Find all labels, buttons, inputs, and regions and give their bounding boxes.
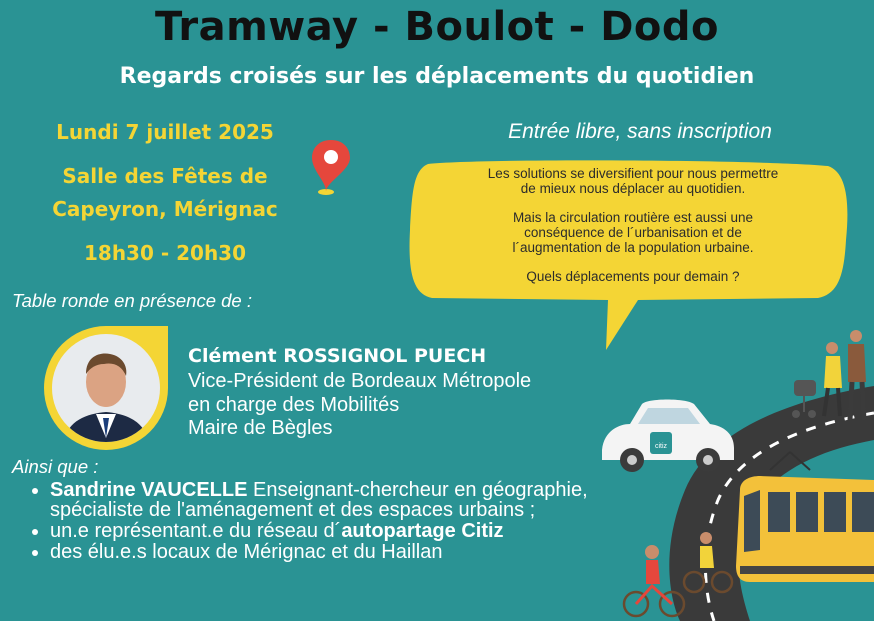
speaker-role-1: Vice-Président de Bordeaux Métropole bbox=[188, 370, 532, 392]
venue-line-1: Salle des Fêtes de bbox=[62, 164, 268, 188]
guest-highlight: autopartage Citiz bbox=[341, 520, 504, 542]
bubble-p1-line2: de mieux nous déplacer au quotidien. bbox=[520, 181, 746, 196]
page-title: Tramway - Boulot - Dodo bbox=[154, 4, 720, 50]
bubble-p1-line1: Les solutions se diversifient pour nous permettre bbox=[487, 166, 779, 181]
roundtable-intro: Table ronde en présence de : bbox=[12, 290, 252, 311]
event-date: Lundi 7 juillet 2025 bbox=[56, 120, 274, 144]
guest-item bbox=[50, 480, 650, 520]
guests-list bbox=[28, 480, 650, 563]
bubble-paragraph-1 bbox=[428, 166, 838, 196]
guests-intro: Ainsi que : bbox=[12, 456, 99, 477]
speaker-role-3: Maire de Bègles bbox=[188, 417, 333, 439]
location-pin-icon bbox=[306, 136, 356, 198]
bubble-paragraph-2 bbox=[428, 210, 838, 255]
guest-description: Enseignant-chercheur en géographie, spécialiste de l'aménagement et des espaces urbains ; bbox=[50, 479, 588, 521]
event-time: 18h30 - 20h30 bbox=[83, 241, 247, 265]
guest-name: Sandrine VAUCELLE bbox=[50, 479, 248, 501]
bubble-text bbox=[428, 166, 838, 298]
speaker-photo bbox=[44, 326, 168, 450]
entry-info: Entrée libre, sans inscription bbox=[508, 120, 772, 143]
speaker-name: Clément ROSSIGNOL PUECH bbox=[188, 345, 487, 367]
bubble-paragraph-3: Quels déplacements pour demain ? bbox=[526, 269, 740, 284]
event-venue bbox=[30, 160, 300, 226]
car-icon bbox=[602, 400, 734, 473]
guest-item: • des élu.e.s locaux de Mérignac et du Haillan bbox=[50, 542, 650, 562]
bubble-p2-line3: l´augmentation de la population urbaine. bbox=[512, 240, 754, 255]
venue-line-2: Capeyron, Mérignac bbox=[52, 197, 278, 221]
transport-illustration bbox=[590, 320, 874, 621]
bubble-p2-line1: Mais la circulation routière est aussi une bbox=[512, 210, 754, 225]
speaker-role-2: en charge des Mobilités bbox=[188, 394, 400, 416]
guest-item bbox=[50, 521, 650, 541]
guest-text: un.e représentant.e du réseau d´ bbox=[50, 520, 342, 542]
bubble-p2-line2: conséquence de l´urbanisation et de bbox=[524, 225, 742, 240]
page-subtitle: Regards croisés sur les déplacements du quotidien bbox=[119, 64, 755, 89]
car-label: citiz bbox=[654, 443, 668, 450]
